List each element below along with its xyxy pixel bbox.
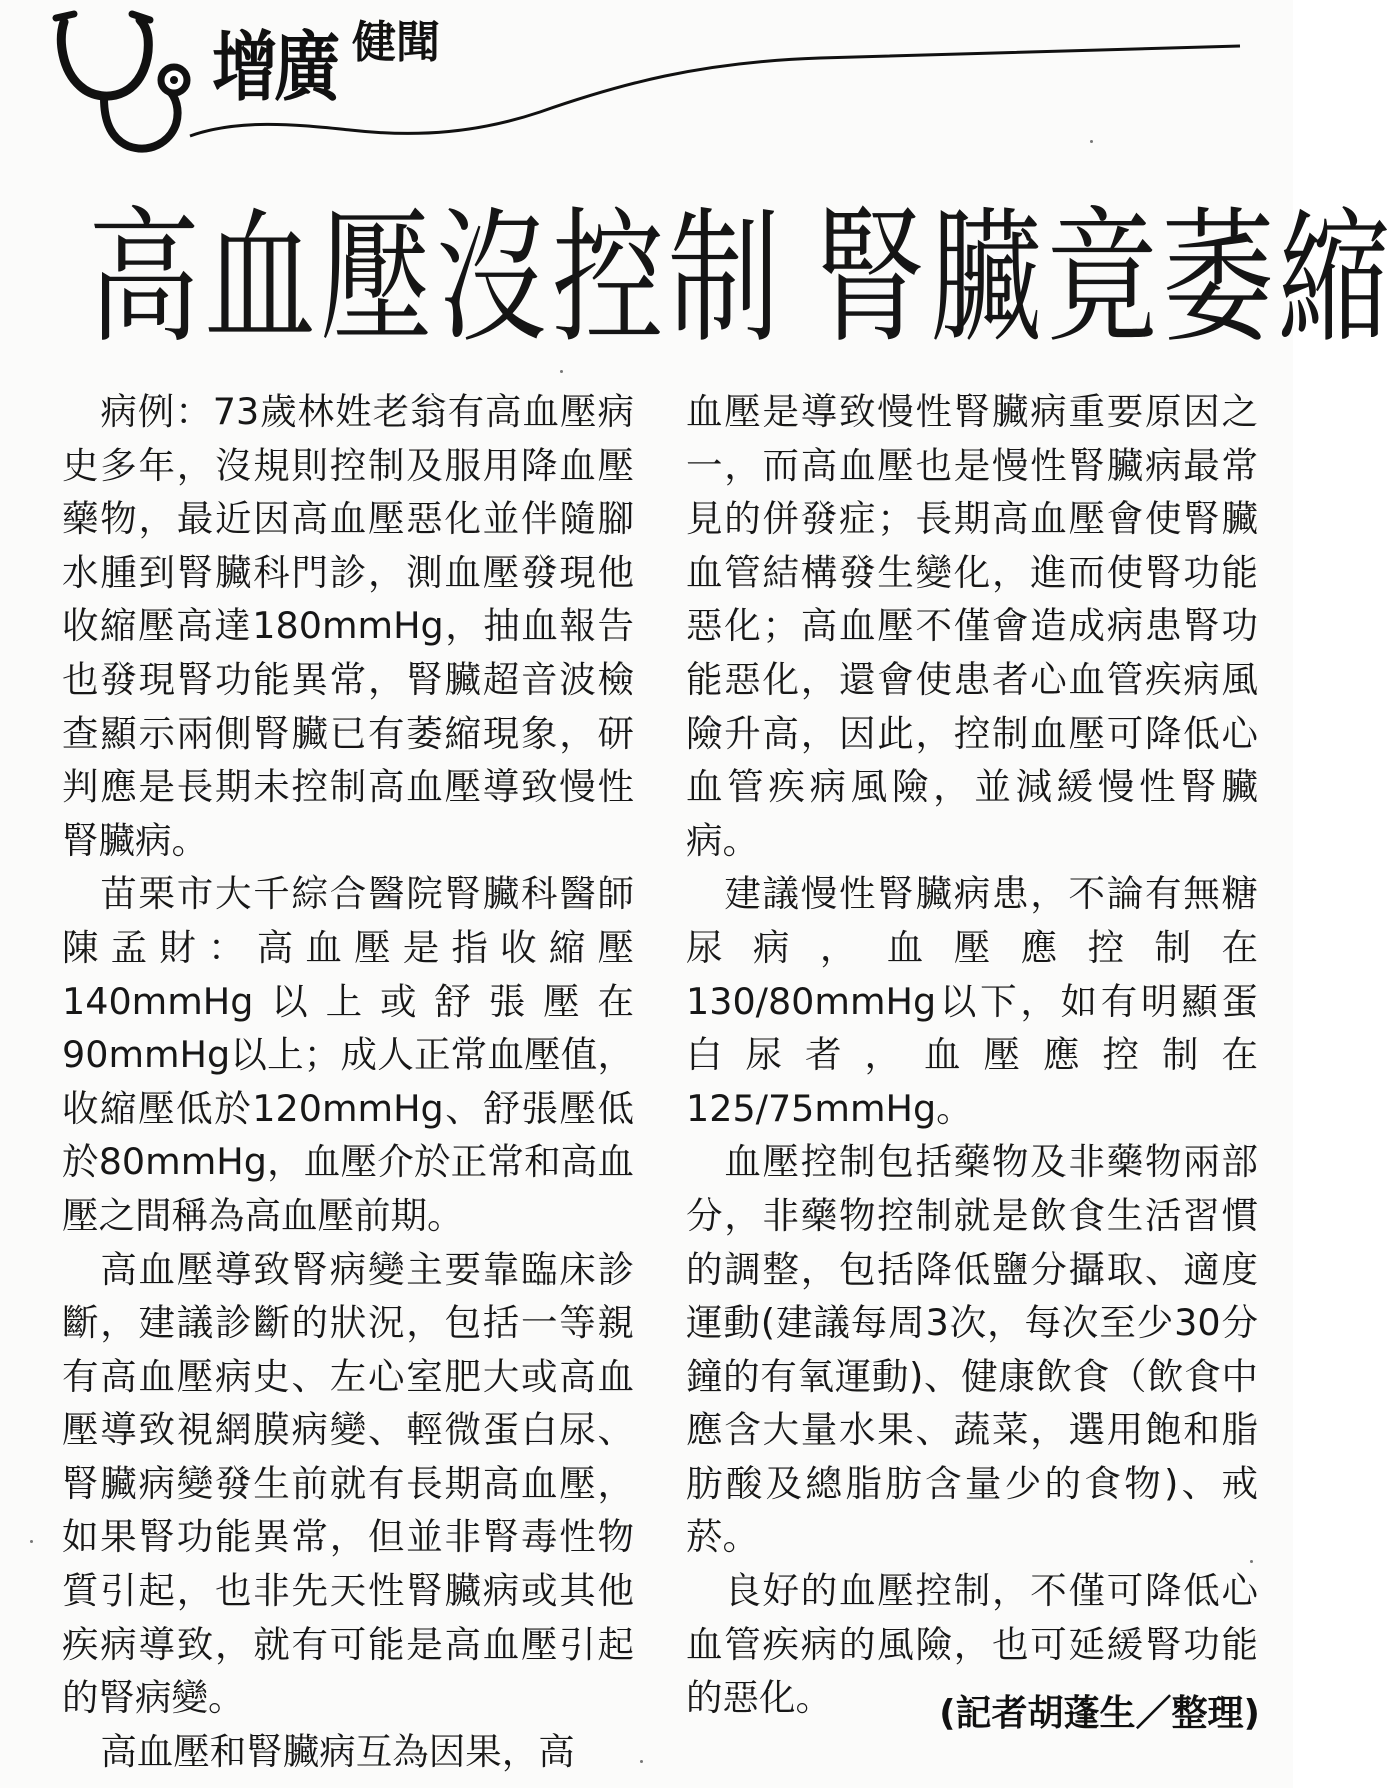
column-subname: 健聞 (352, 17, 440, 68)
paragraph-recommendation: 建議慢性腎臟病患，不論有無糖尿病，血壓應控制在130/80mmHg以下，如有明顯蛋白尿者，血壓應控制在125/75mmHg。 (686, 872, 1258, 1130)
column-name: 增廣 (212, 23, 336, 112)
article-column-right (686, 385, 1258, 1725)
stethoscope-icon (56, 14, 187, 149)
headline (88, 188, 1394, 370)
paragraph-cause-continued: 血壓是導致慢性腎臟病重要原因之一，而高血壓也是慢性腎臟病最常見的併發症；長期高血壓會使腎臟血管結構發生變化，進而使腎功能惡化；高血壓不僅會造成病患腎功能惡化，還會使患者心血管疾病風險升高，因此，控制血壓可降低心血管疾病風險，並減緩慢性腎臟病。 (686, 390, 1258, 862)
column-header (0, 0, 1293, 170)
paragraph-diagnosis: 高血壓導致腎病變主要靠臨床診斷，建議診斷的狀況，包括一等親有高血壓病史、左心室肥大或高血壓導致視網膜病變、輕微蛋白尿、腎臟病變發生前就有長期高血壓，如果腎功能異常，但並非腎毒性物質引起，也非先天性腎臟病或其他疾病導致，就有可能是高血壓引起的腎病變。 (62, 1247, 634, 1720)
header-decoration (0, 0, 1293, 170)
paragraph-cause-start: 高血壓和腎臟病互為因果，高 (100, 1729, 575, 1773)
paragraph-case: 病例：73歲林姓老翁有高血壓病史多年，沒規則控制及服用降血壓藥物，最近因高血壓惡化並伴隨腳水腫到腎臟科門診，測血壓發現他收縮壓高達180mmHg，抽血報告也發現腎功能異常，腎臟超音波檢查顯示兩側腎臟已有萎縮現象，研判應是長期未控制高血壓導致慢性腎臟病。 (62, 390, 634, 862)
paragraph-definition: 苗栗市大千綜合醫院腎臟科醫師陳孟財：高血壓是指收縮壓140mmHg以上或舒張壓在90mmHg以上；成人正常血壓值，收縮壓低於120mmHg、舒張壓低於80mmHg，血壓介於正常和高血壓之間稱為高血壓前期。 (62, 872, 634, 1237)
header-swoosh-line (190, 46, 1240, 136)
headline-part-2: 腎臟竟萎縮 (814, 194, 1394, 364)
byline: (記者胡蓬生／整理) (939, 1693, 1260, 1734)
article-column-left (62, 385, 634, 1778)
headline-part-1: 高血壓沒控制 (88, 194, 784, 364)
paragraph-control: 血壓控制包括藥物及非藥物兩部分，非藥物控制就是飲食生活習慣的調整，包括降低鹽分攝取、適度運動(建議每周3次，每次至少30分鐘的有氧運動)、健康飲食（飲食中應含大量水果、蔬菜，選用飽和脂肪酸及總脂肪含量少的食物)、戒菸。 (686, 1140, 1258, 1559)
paragraph-conclusion: 良好的血壓控制，不僅可降低心血管疾病的風險，也可延緩腎功能的惡化。 (686, 1569, 1258, 1720)
